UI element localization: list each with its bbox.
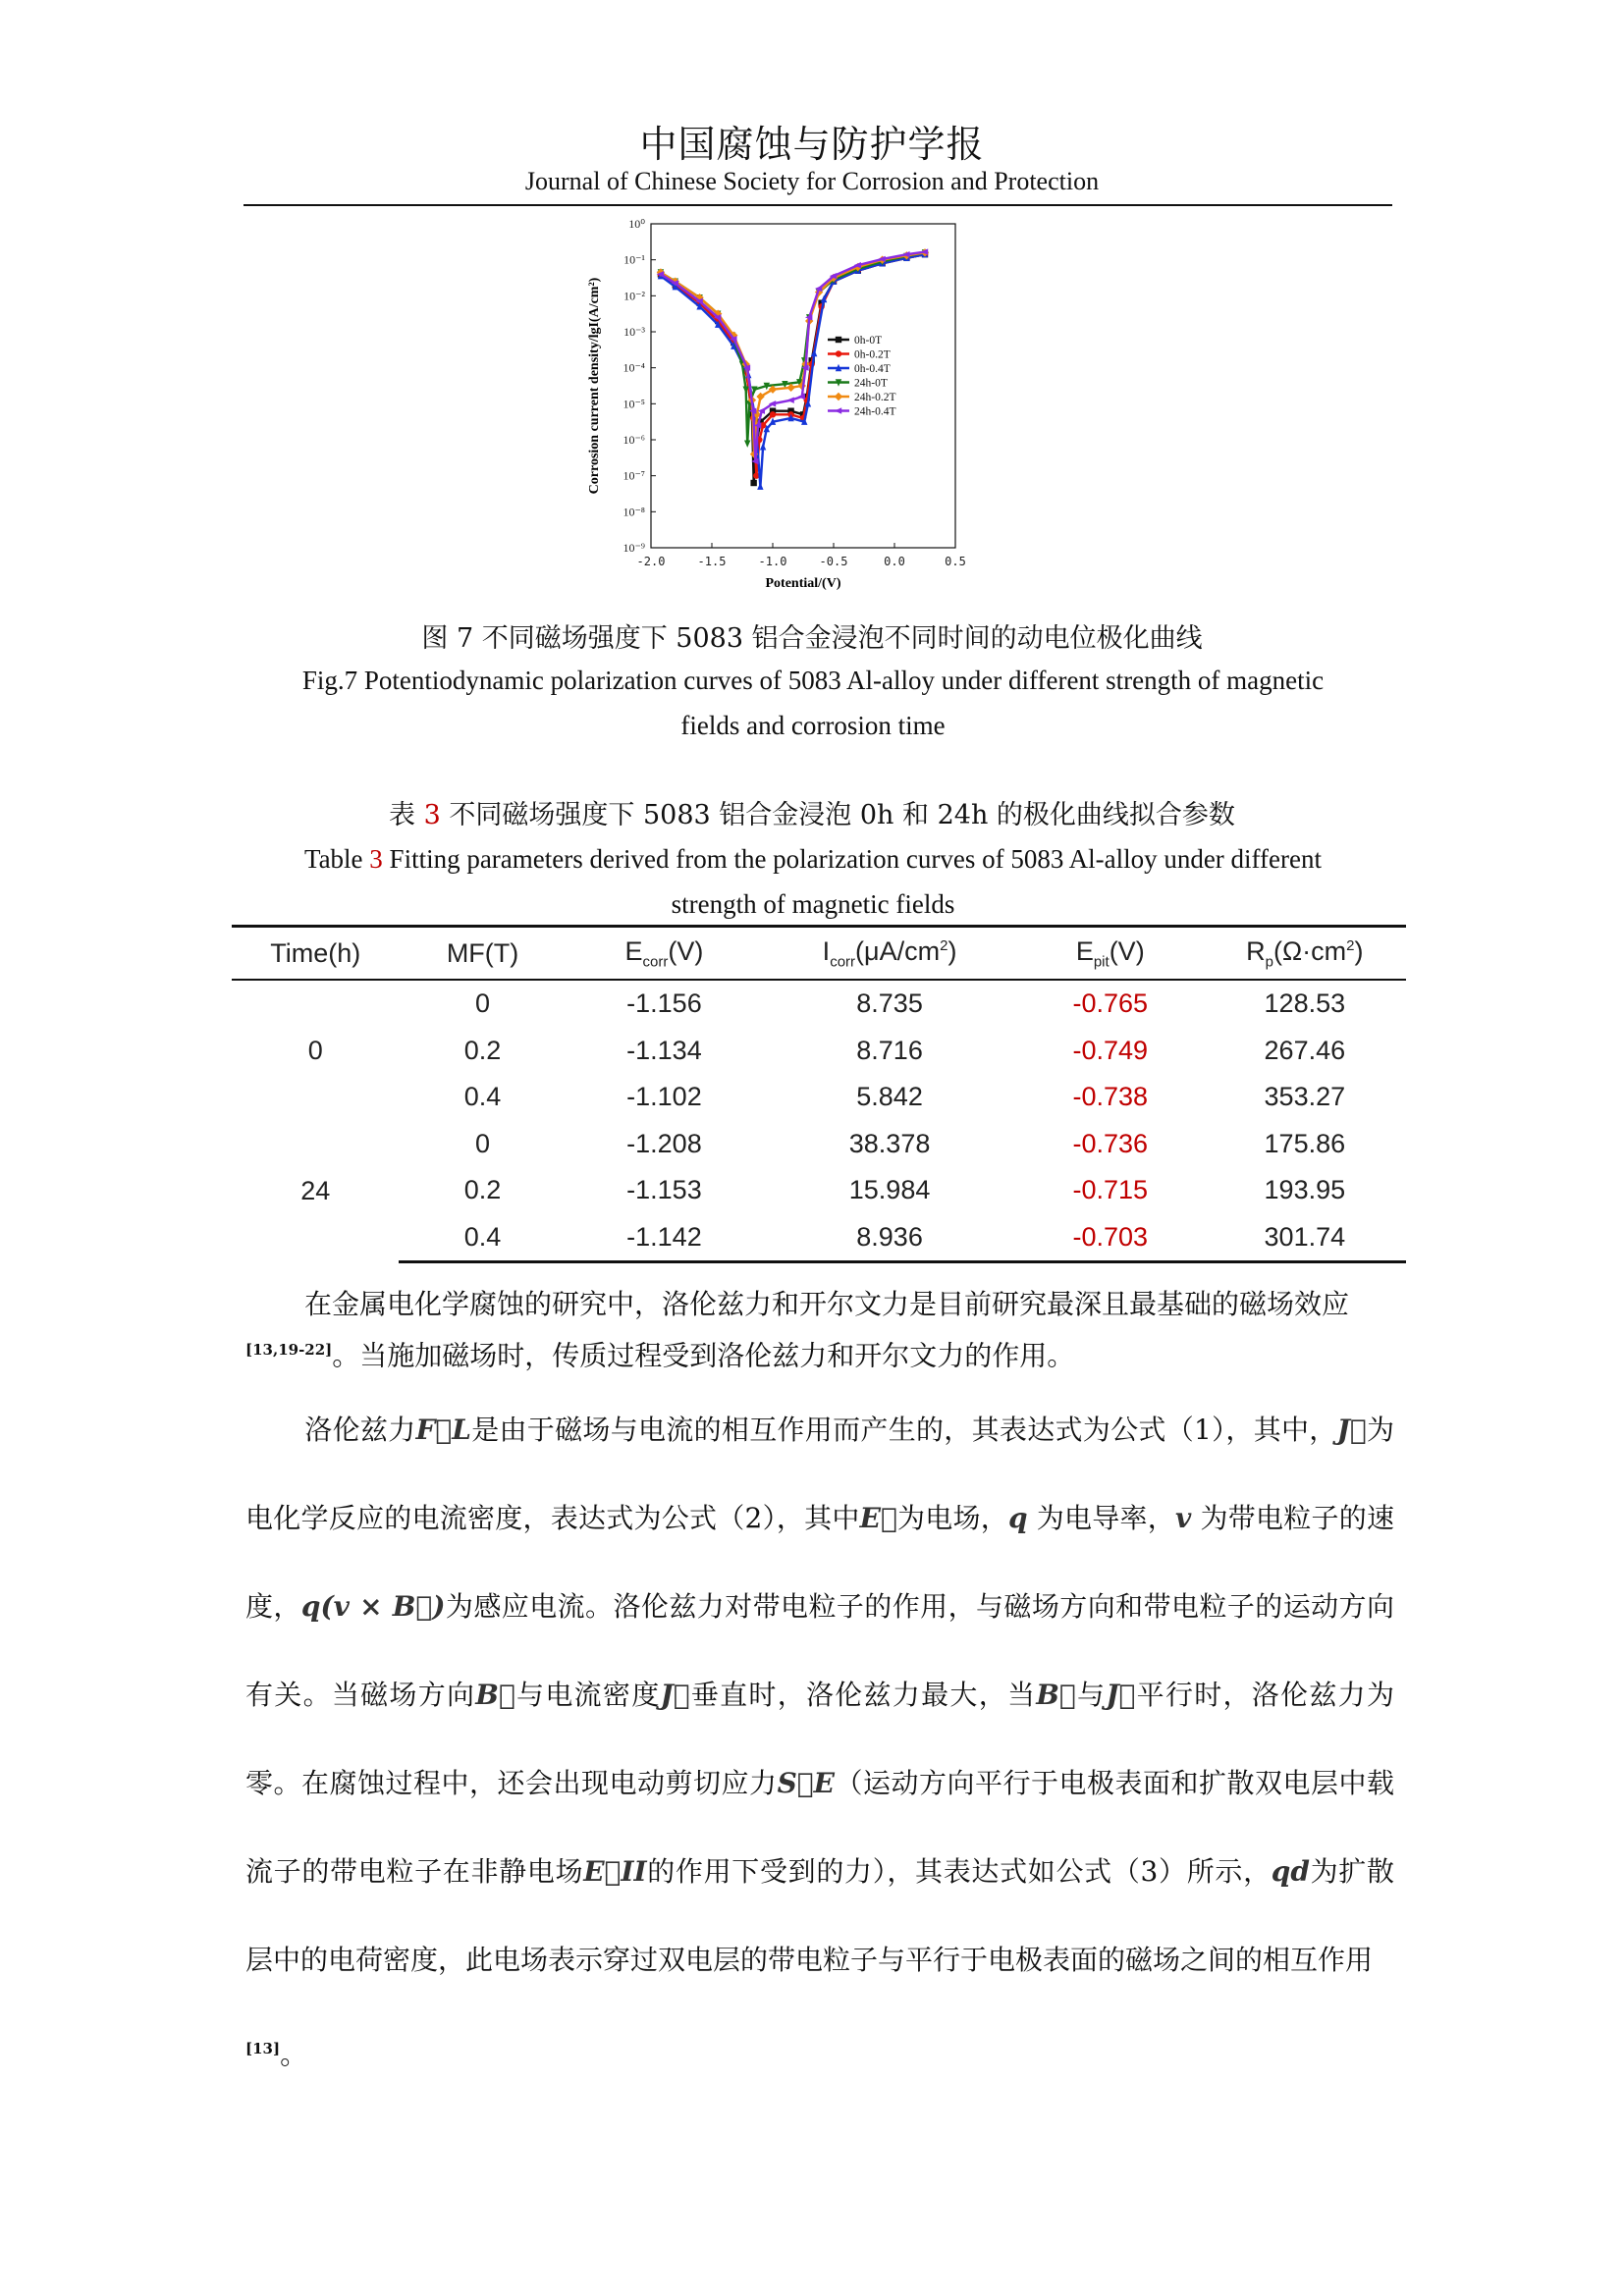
- table-row: [232, 1121, 1406, 1168]
- ecorr-cell: -1.102: [626, 1082, 702, 1112]
- symbol-shear-stress: S⃗E: [777, 1767, 835, 1799]
- symbol-lorentz-force: F⃗L: [415, 1414, 471, 1446]
- x-axis-label: Potential/(V): [765, 576, 841, 591]
- symbol-current-density: J⃗: [1106, 1679, 1136, 1711]
- time-group-cell: 24: [300, 1176, 331, 1205]
- legend-label: 24h-0T: [854, 377, 888, 390]
- icorr-cell: 15.984: [848, 1175, 931, 1205]
- polarization-chart: [574, 214, 1065, 607]
- body-paragraph-2: 洛伦兹力F⃗L是由于磁场与电流的相互作用而产生的，其表达式为公式（1），其中，J⃗为电化学反应的电流密度，表达式为公式（2），其中E⃗为电场，q 为电导率，v 为带电粒子的速度，q(v × B⃗)为感应电流。洛伦兹力对带电粒子的作用，与磁场方向和带电粒子的运动方向有关。当磁场方向B⃗与电流密度J⃗垂直时，洛伦兹力最大，当B⃗与J⃗平行时，洛伦兹力为零。在腐蚀过程中，还会出现电动剪切应力S⃗E（运动方向平行于电极表面和扩散双电层中载流子的带电粒子在非静电场E⃗II的作用下受到的力），其表达式如公式（3）所示，qd为扩散层中的电荷密度，此电场表示穿过双电层的带电粒子与平行于电极表面的磁场之间的相互作用 [13]。: [245, 1414, 1394, 2071]
- rp-cell: 175.86: [1264, 1128, 1346, 1158]
- mf-cell: 0: [475, 1128, 491, 1158]
- symbol-electric-field: E⃗: [859, 1502, 897, 1534]
- header-rule: [244, 204, 1392, 206]
- legend-label: 24h-0.4T: [854, 405, 896, 418]
- mf-cell: 0.2: [463, 1035, 502, 1065]
- x-tick-label: -1.0: [758, 555, 787, 568]
- ecorr-cell: -1.134: [626, 1035, 702, 1065]
- journal-title-en: Journal of Chinese Society for Corrosion and Protection: [524, 167, 1100, 195]
- table-caption-en-line2: strength of magnetic fields: [671, 889, 955, 919]
- y-tick-label: 10⁰: [628, 217, 645, 231]
- icorr-cell: 8.735: [856, 988, 923, 1019]
- data-point: [750, 480, 756, 486]
- ecorr-cell: -1.142: [567, 1214, 763, 1262]
- y-tick-label: 10⁻⁹: [623, 541, 645, 555]
- table-caption-en: [253, 836, 1373, 927]
- icorr-cell: 8.716: [856, 1035, 923, 1065]
- symbol-magnetic-field: B⃗: [1036, 1679, 1076, 1711]
- table-row: [232, 1028, 1406, 1075]
- rp-cell: 128.53: [1264, 988, 1346, 1019]
- x-tick-label: -0.5: [819, 555, 848, 568]
- chart-axes: [623, 217, 965, 568]
- epit-cell: -0.703: [1017, 1214, 1204, 1262]
- data-point: [760, 443, 766, 450]
- symbol-charge-density: qd: [1271, 1855, 1310, 1888]
- legend-label: 0h-0.2T: [854, 348, 891, 361]
- symbol-conductivity: q: [1008, 1502, 1028, 1534]
- time-group-cell: 0: [307, 1035, 323, 1065]
- paragraph-text: 在金属电化学腐蚀的研究中，洛伦兹力和开尔文力是目前研究最深且最基础的磁场效应: [304, 1288, 1350, 1320]
- rp-cell: 301.74: [1204, 1214, 1406, 1262]
- epit-cell: -0.765: [1072, 988, 1149, 1019]
- header-icorr: $I_{corr}(\mu A/cm^2)$: [762, 927, 1017, 981]
- x-tick-label: -1.5: [697, 555, 727, 568]
- legend-label: 24h-0.2T: [854, 392, 896, 403]
- rp-cell: 193.95: [1264, 1175, 1346, 1205]
- table-row: [232, 1214, 1406, 1262]
- legend-marker: [835, 393, 842, 400]
- symbol-current-density: J⃗: [1336, 1414, 1367, 1446]
- mf-cell: 0.4: [463, 1082, 502, 1112]
- y-tick-label: 10⁻⁷: [623, 468, 645, 483]
- table-caption-cn: [0, 793, 1624, 831]
- y-tick-label: 10⁻²: [623, 289, 645, 303]
- x-tick-label: -2.0: [636, 555, 666, 568]
- x-tick-label: 0.0: [884, 555, 905, 568]
- table-caption-cn-text: 不同磁场强度下 5083 铝合金浸泡 0h 和 24h 的极化曲线拟合参数: [440, 800, 1235, 830]
- data-point: [786, 397, 793, 402]
- table-header-row: [232, 927, 1406, 981]
- figure-caption-cn: 图 7 不同磁场强度下 5083 铝合金浸泡不同时间的动电位极化曲线: [421, 623, 1203, 654]
- y-tick-label: 10⁻⁸: [623, 505, 645, 519]
- icorr-cell: 38.378: [848, 1128, 931, 1158]
- table-number-en: 3: [369, 844, 383, 874]
- rp-cell: 353.27: [1264, 1082, 1346, 1112]
- fitting-parameters-table: [232, 925, 1406, 1263]
- epit-cell: -0.715: [1072, 1175, 1149, 1205]
- citation: [13]: [245, 2040, 281, 2057]
- symbol-magnetic-field: B⃗: [475, 1679, 515, 1711]
- mf-cell: 0.2: [463, 1175, 502, 1205]
- legend-label: 0h-0.4T: [854, 363, 891, 375]
- paragraph-text: 。当施加磁场时，传质过程受到洛伦兹力和开尔文力的作用。: [332, 1339, 1075, 1372]
- journal-title-cn: 中国腐蚀与防护学报: [639, 123, 985, 166]
- legend-marker: [836, 337, 841, 343]
- figure-caption-en-line1: Fig.7 Potentiodynamic polarization curves of 5083 Al-alloy under different strength of magnetic: [301, 666, 1325, 695]
- symbol-induced-current: q(v × B⃗): [300, 1590, 446, 1623]
- icorr-cell: 8.936: [762, 1214, 1017, 1262]
- table-caption-en-text: Fitting parameters derived from the polarization curves of 5083 Al-alloy under different: [382, 844, 1323, 874]
- legend-label: 0h-0T: [854, 335, 883, 347]
- data-point: [757, 482, 763, 489]
- rp-cell: 267.46: [1264, 1035, 1346, 1065]
- mf-cell: 0.4: [399, 1214, 566, 1262]
- y-tick-label: 10⁻⁴: [623, 360, 645, 375]
- figure-caption-en: [253, 658, 1373, 748]
- y-tick-label: 10⁻⁶: [623, 433, 645, 447]
- citation: [13,19-22]: [245, 1341, 333, 1359]
- table-caption-en-line1: [253, 836, 1373, 881]
- y-axis-label: Corrosion current density/lgI(A/cm²): [587, 277, 602, 495]
- epit-cell: -0.738: [1072, 1082, 1149, 1112]
- table-number: 3: [423, 800, 441, 830]
- table-caption-cn-prefix: 表: [389, 800, 424, 830]
- table-row: [232, 1074, 1406, 1121]
- header-rp: $R_p(\Omega\cdot cm^2)$: [1204, 927, 1406, 981]
- data-point: [770, 411, 776, 417]
- header-mf: MF(T): [399, 927, 566, 981]
- x-tick-label: 0.5: [945, 555, 966, 568]
- icorr-cell: 5.842: [856, 1082, 923, 1112]
- mf-cell: 0: [475, 988, 491, 1019]
- legend-marker: [836, 350, 841, 356]
- header-epit: $E_{pit}(V)$: [1017, 927, 1204, 981]
- symbol-velocity: v: [1175, 1502, 1192, 1534]
- body-paragraph-1: [245, 1282, 1394, 1378]
- header-ecorr: $E_{corr}(V)$: [567, 927, 763, 981]
- chart-legend: [828, 335, 895, 418]
- table-row: [232, 980, 1406, 1028]
- table-caption-en-prefix: Table: [303, 844, 370, 874]
- y-tick-label: 10⁻⁵: [623, 397, 645, 411]
- epit-cell: -0.749: [1072, 1035, 1149, 1065]
- ecorr-cell: -1.208: [626, 1128, 702, 1158]
- symbol-nonelectrostatic-field: E⃗II: [583, 1855, 647, 1888]
- figure-caption-en-line2: fields and corrosion time: [680, 711, 946, 740]
- y-tick-label: 10⁻³: [623, 325, 645, 339]
- y-tick-label: 10⁻¹: [623, 252, 645, 267]
- legend-marker: [835, 407, 841, 413]
- epit-cell: -0.736: [1072, 1128, 1149, 1158]
- data-point: [744, 440, 750, 447]
- ecorr-cell: -1.153: [626, 1175, 702, 1205]
- ecorr-cell: -1.156: [626, 988, 702, 1019]
- table-row: [232, 1167, 1406, 1214]
- symbol-current-density: J⃗: [660, 1679, 690, 1711]
- header-time: Time(h): [232, 927, 399, 981]
